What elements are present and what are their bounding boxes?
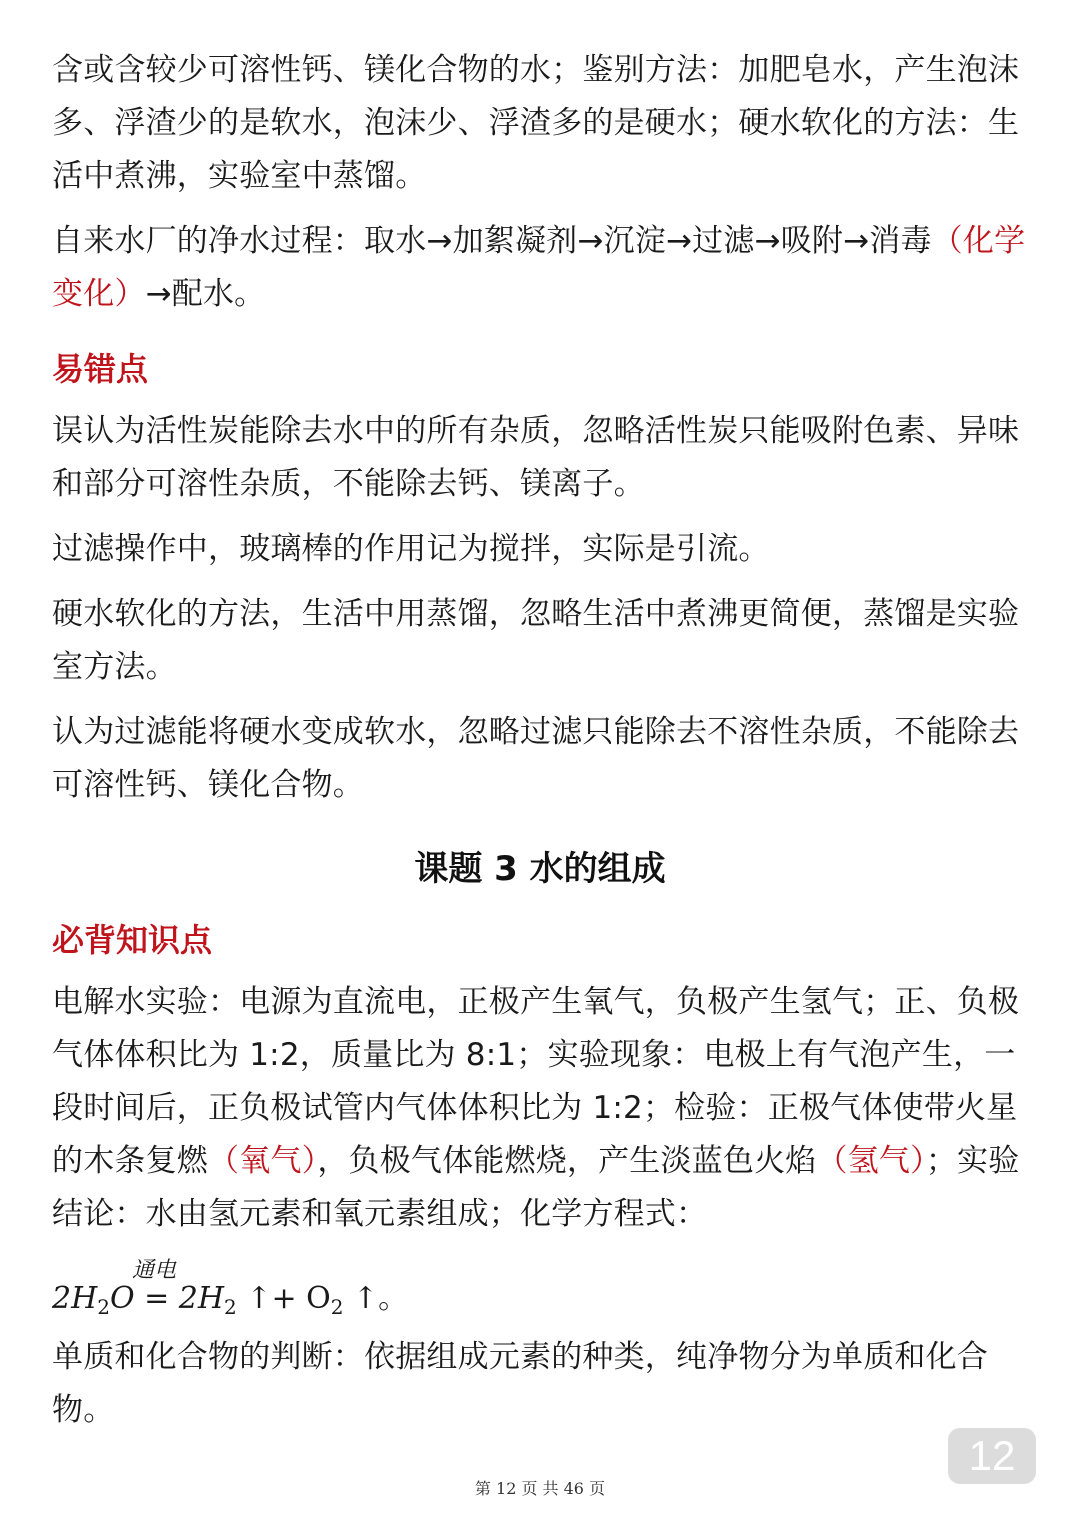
water-treatment-end: →配水。 <box>145 276 266 312</box>
page-footer: 第 12 页 共 46 页 <box>474 1479 606 1498</box>
error-item-4: 认为过滤能将硬水变成软水，忽略过滤只能除去不溶性杂质，不能除去可溶性钙、镁化合物。 <box>52 714 1020 803</box>
error-item-2: 过滤操作中，玻璃棒的作用记为搅拌，实际是引流。 <box>52 531 770 567</box>
equation-lhs-sub: 2 <box>97 1295 110 1319</box>
electrolysis-paragraph <box>52 976 1028 1241</box>
hard-water-paragraph: 含或含较少可溶性钙、镁化合物的水；鉴别方法：加肥皂水，产生泡沫多、浮渣少的是软水，泡沫少、浮渣多的是硬水；硬水软化的方法：生活中煮沸，实验室中蒸馏。 <box>52 52 1020 194</box>
page-number-badge: 12 <box>948 1428 1036 1484</box>
equation-lhs: 2H <box>52 1281 98 1316</box>
document-page <box>52 44 1028 1449</box>
water-treatment-paragraph <box>52 215 1028 321</box>
key-points-heading: 必背知识点 <box>52 921 213 959</box>
oxygen-note: （氧气） <box>208 1143 318 1179</box>
errors-heading: 易错点 <box>52 350 149 388</box>
electrolysis-equation <box>52 1253 1028 1325</box>
equation-condition: 通电 <box>132 1258 177 1283</box>
electrolysis-text-a: 电解水实验：电源为直流电，正极产生氧气，负极产生氢气；正、负极气体体积比为 1:2，质量比为 8:1；实验现象：电极上有气泡产生，一段时间后，正负极试管内气体体积比为 1:2；检验：正极气体使带火星的木条复燃 <box>52 984 1020 1179</box>
error-item-3: 硬水软化的方法，生活中用蒸馏，忽略生活中煮沸更简便，蒸馏是实验室方法。 <box>52 596 1020 685</box>
lesson-title: 课题 3 水的组成 <box>414 849 666 889</box>
element-compound-paragraph: 单质和化合物的判断：依据组成元素的种类，纯净物分为单质和化合物。 <box>52 1339 988 1428</box>
equation-end: ↑。 <box>343 1281 409 1316</box>
chemical-change-note: （化学变化） <box>52 223 1026 312</box>
electrolysis-text-c: ；实验结论：水由氢元素和氧元素组成；化学方程式： <box>52 1143 1020 1232</box>
equation-o2-sub: 2 <box>330 1295 344 1319</box>
error-item-1: 误认为活性炭能除去水中的所有杂质，忽略活性炭只能吸附色素、异味和部分可溶性杂质，不能除去钙、镁离子。 <box>52 413 1020 502</box>
water-treatment-text: 自来水厂的净水过程：取水→加絮凝剂→沉淀→过滤→吸附→消毒 <box>52 223 932 259</box>
equation-h2-sub: 2 <box>224 1295 237 1319</box>
equation-plus: ↑+ O <box>236 1281 331 1316</box>
electrolysis-text-b: ，负极气体能燃烧，产生淡蓝色火焰 <box>317 1143 817 1179</box>
hydrogen-note: （氢气） <box>816 1143 926 1179</box>
equation-mid: O = 2H <box>109 1281 225 1316</box>
equation-body <box>52 1277 408 1329</box>
